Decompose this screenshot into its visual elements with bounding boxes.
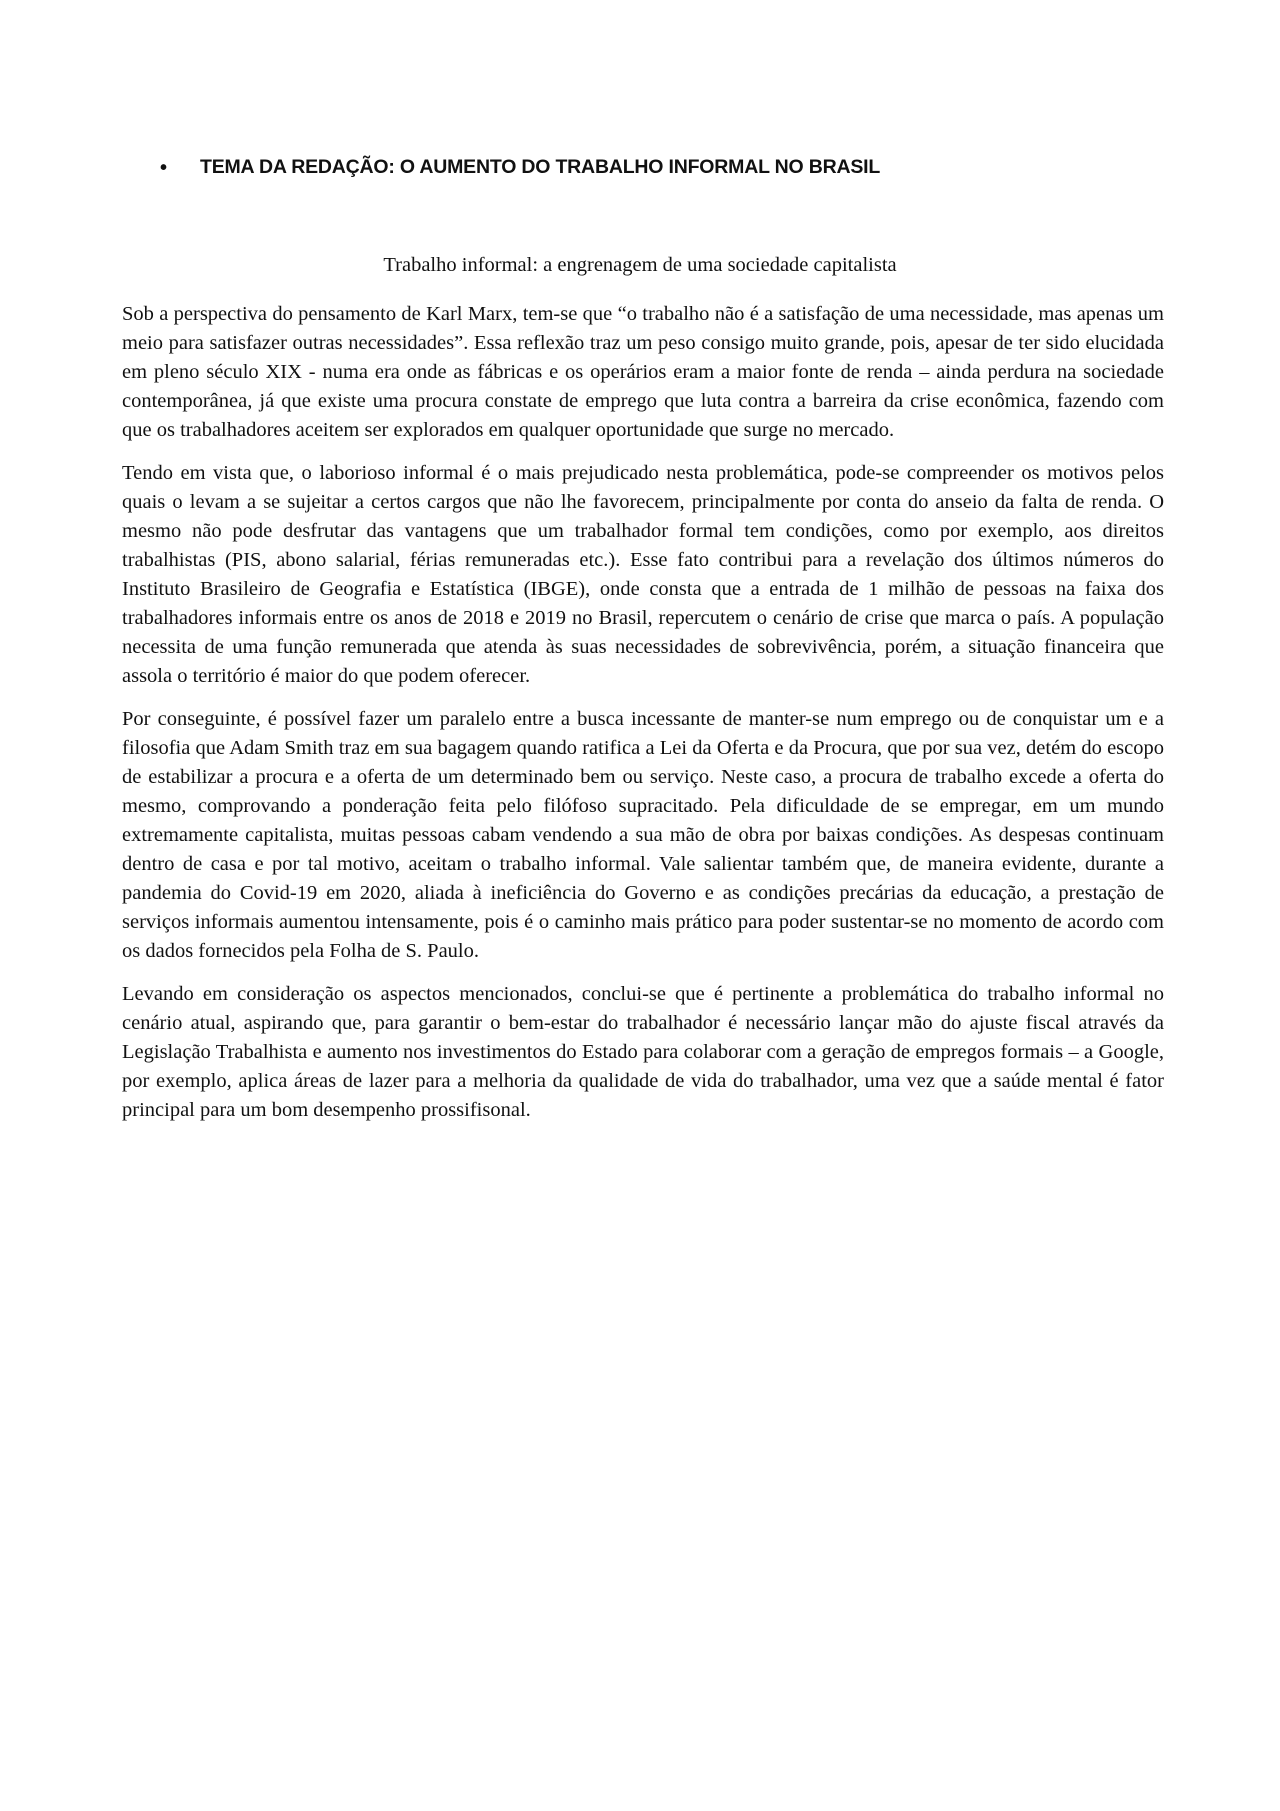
essay-topic-text: TEMA DA REDAÇÃO: O AUMENTO DO TRABALHO INFORMAL NO BRASIL [200, 156, 881, 178]
essay-body [122, 300, 1164, 1139]
paragraph-development-2: Por conseguinte, é possível fazer um paralelo entre a busca incessante de manter-se num emprego ou de conquistar um e a filosofia que Adam Smith traz em sua bagagem quando ratifica a Lei da Oferta e da Procura, que por sua vez, detém do escopo de estabilizar a procura e a oferta de um determinado bem ou serviço. Neste caso, a procura de trabalho excede a oferta do mesmo, comprovando a ponderação feita pelo filófoso supracitado. Pela dificuldade de se empregar, em um mundo extremamente capitalista, muitas pessoas cabam vendendo a sua mão de obra por baixas condições. As despesas continuam dentro de casa e por tal motivo, aceitam o trabalho informal. Vale salientar também que, de maneira evidente, durante a pandemia do Covid-19 em 2020, aliada à ineficiência do Governo e as condições precárias da educação, a prestação de serviços informais aumentou intensamente, pois é o caminho mais prático para poder sustentar-se no momento de acordo com os dados fornecidos pela Folha de S. Paulo. [122, 708, 1164, 962]
paragraph-development-1: Tendo em vista que, o laborioso informal é o mais prejudicado nesta problemática, pode-se compreender os motivos pelos quais o levam a se sujeitar a certos cargos que não lhe favorecem, principalmente por conta do anseio da falta de renda. O mesmo não pode desfrutar das vantagens que um trabalhador formal tem condições, como por exemplo, aos direitos trabalhistas (PIS, abono salarial, férias remuneradas etc.). Esse fato contribui para a revelação dos últimos números do Instituto Brasileiro de Geografia e Estatística (IBGE), onde consta que a entrada de 1 milhão de pessoas na faixa dos trabalhadores informais entre os anos de 2018 e 2019 no Brasil, repercutem o cenário de crise que marca o país. A população necessita de uma função remunerada que atenda às suas necessidades de sobrevivência, porém, a situação financeira que assola o território é maior do que podem oferecer. [122, 462, 1164, 687]
bullet-icon: • [160, 156, 167, 179]
essay-topic [160, 156, 1160, 179]
paragraph-conclusion: Levando em consideração os aspectos mencionados, conclui-se que é pertinente a problemática do trabalho informal no cenário atual, aspirando que, para garantir o bem-estar do trabalhador é necessário lançar mão do ajuste fiscal através da Legislação Trabalhista e aumento nos investimentos do Estado para colaborar com a geração de empregos formais – a Google, por exemplo, aplica áreas de lazer para a melhoria da qualidade de vida do trabalhador, uma vez que a saúde mental é fator principal para um bom desempenho prossifisonal. [122, 983, 1164, 1121]
paragraph-introduction: Sob a perspectiva do pensamento de Karl Marx, tem-se que “o trabalho não é a satisfação de uma necessidade, mas apenas um meio para satisfazer outras necessidades”. Essa reflexão traz um peso consigo muito grande, pois, apesar de ter sido elucidada em pleno século XIX - numa era onde as fábricas e os operários eram a maior fonte de renda – ainda perdura na sociedade contemporânea, já que existe uma procura constate de emprego que luta contra a barreira da crise econômica, fazendo com que os trabalhadores aceitem ser explorados em qualquer oportunidade que surge no mercado. [122, 303, 1164, 441]
essay-title: Trabalho informal: a engrenagem de uma sociedade capitalista [383, 254, 897, 276]
